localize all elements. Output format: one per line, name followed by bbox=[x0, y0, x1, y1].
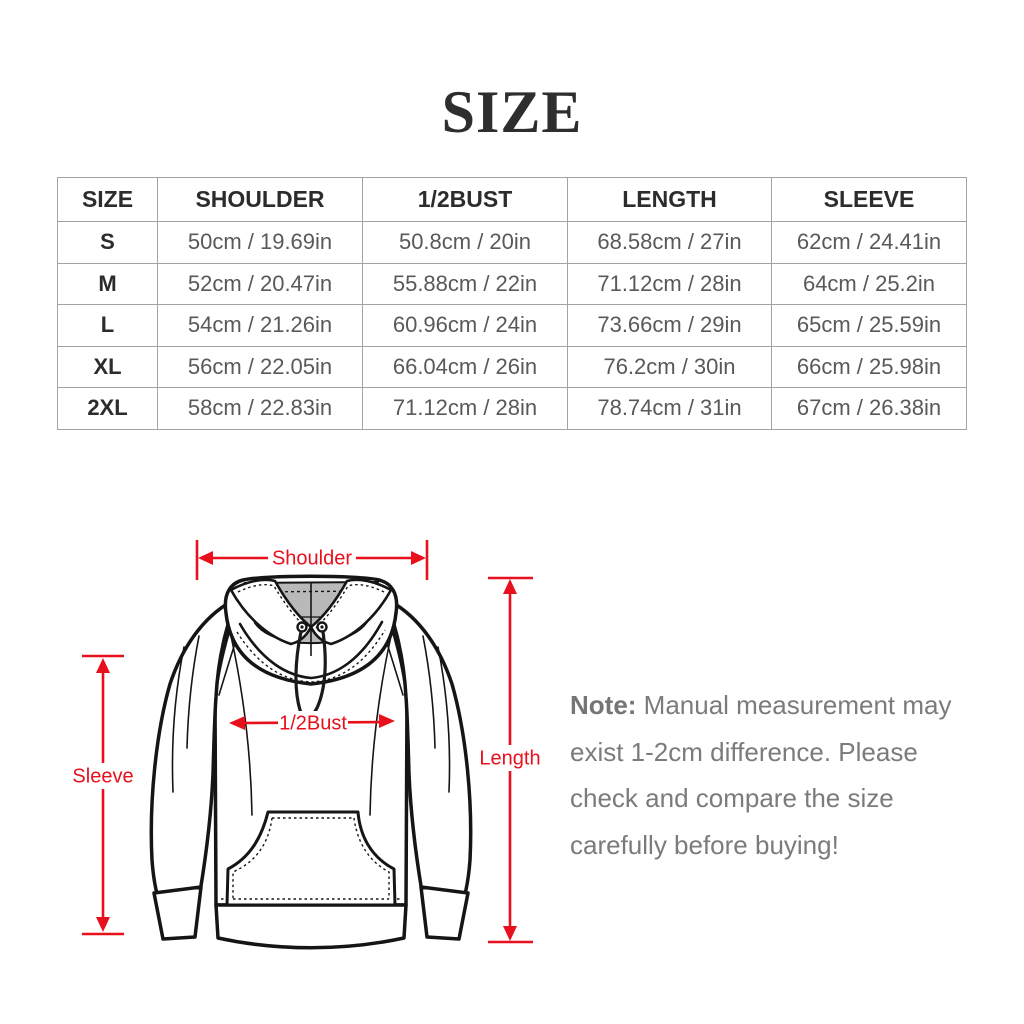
measurement-cell: 60.96cm / 24in bbox=[363, 305, 568, 347]
column-header-bust: 1/2BUST bbox=[363, 178, 568, 222]
table-row bbox=[58, 388, 967, 430]
size-cell: 2XL bbox=[58, 388, 158, 430]
measurement-cell: 68.58cm / 27in bbox=[568, 222, 772, 264]
column-header-sleeve: SLEEVE bbox=[772, 178, 967, 222]
measurement-cell: 78.74cm / 31in bbox=[568, 388, 772, 430]
table-row bbox=[58, 305, 967, 347]
length-arrow bbox=[478, 578, 542, 942]
measurement-cell: 71.12cm / 28in bbox=[363, 388, 568, 430]
table-row bbox=[58, 263, 967, 305]
bust-label: 1/2Bust bbox=[279, 712, 347, 735]
note-line: exist 1-2cm difference. Please bbox=[570, 736, 918, 767]
sleeve-label: Sleeve bbox=[72, 765, 134, 788]
table-header-row bbox=[58, 178, 967, 222]
size-cell: L bbox=[58, 305, 158, 347]
measurement-cell: 54cm / 21.26in bbox=[158, 305, 363, 347]
size-table bbox=[57, 177, 967, 430]
column-header-length: LENGTH bbox=[568, 178, 772, 222]
table-row bbox=[58, 346, 967, 388]
column-header-size: SIZE bbox=[58, 178, 158, 222]
sleeve-arrow bbox=[69, 656, 137, 934]
measurement-cell: 76.2cm / 30in bbox=[568, 346, 772, 388]
note-line: carefully before buying! bbox=[570, 829, 839, 860]
column-header-shoulder: SHOULDER bbox=[158, 178, 363, 222]
measurement-cell: 56cm / 22.05in bbox=[158, 346, 363, 388]
length-label: Length bbox=[479, 747, 541, 770]
hoodie-measurement-diagram bbox=[55, 515, 555, 985]
hoodie-drawing bbox=[151, 576, 470, 948]
measurement-cell: 65cm / 25.59in bbox=[772, 305, 967, 347]
measurement-cell: 66cm / 25.98in bbox=[772, 346, 967, 388]
note-line: check and compare the size bbox=[570, 783, 894, 813]
measurement-cell: 55.88cm / 22in bbox=[363, 263, 568, 305]
measurement-cell: 62cm / 24.41in bbox=[772, 222, 967, 264]
measurement-cell: 66.04cm / 26in bbox=[363, 346, 568, 388]
page-title: SIZE bbox=[441, 79, 583, 145]
size-cell: XL bbox=[58, 346, 158, 388]
measurement-cell: 52cm / 20.47in bbox=[158, 263, 363, 305]
measurement-cell: 64cm / 25.2in bbox=[772, 263, 967, 305]
measurement-cell: 73.66cm / 29in bbox=[568, 305, 772, 347]
note-line: Note: Manual measurement may bbox=[570, 690, 952, 720]
size-cell: M bbox=[58, 263, 158, 305]
measurement-cell: 50.8cm / 20in bbox=[363, 222, 568, 264]
measurement-cell: 58cm / 22.83in bbox=[158, 388, 363, 430]
shoulder-label: Shoulder bbox=[271, 547, 353, 570]
measurement-cell: 67cm / 26.38in bbox=[772, 388, 967, 430]
size-cell: S bbox=[58, 222, 158, 264]
shoulder-arrow bbox=[197, 540, 427, 580]
table-row bbox=[58, 222, 967, 264]
measurement-cell: 71.12cm / 28in bbox=[568, 263, 772, 305]
measurement-cell: 50cm / 19.69in bbox=[158, 222, 363, 264]
note-text bbox=[570, 682, 970, 868]
note-label: Note: bbox=[570, 690, 637, 720]
